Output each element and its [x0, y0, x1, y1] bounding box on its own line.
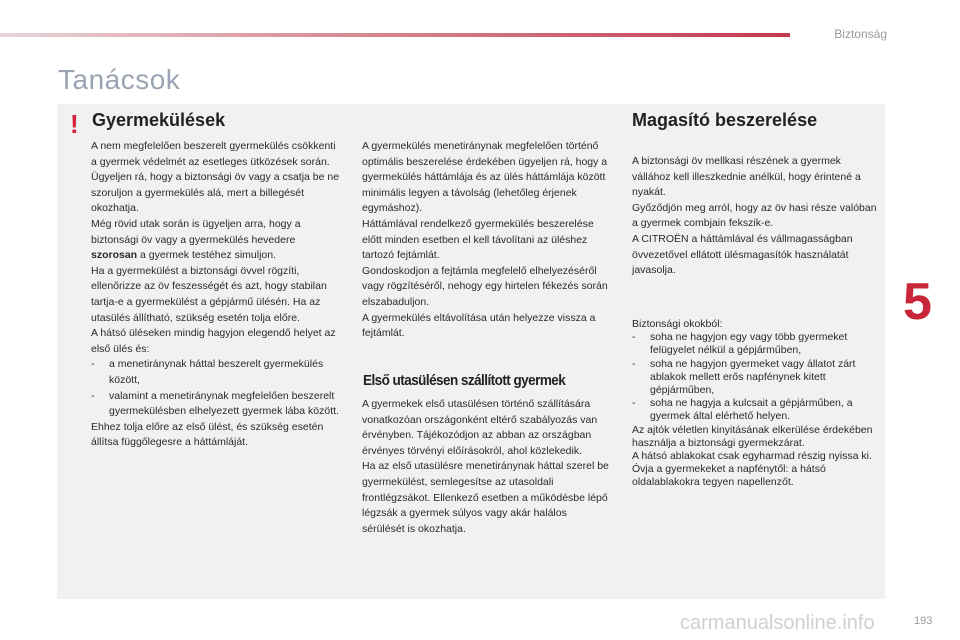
column-safety-reasons	[632, 318, 882, 490]
paragraph: Óvja a gyermekeket a napfénytől: a hátsó oldalablakokra tegyen napellenzőt.	[632, 463, 826, 489]
warning-icon: !	[70, 109, 79, 139]
column-headrest	[362, 139, 612, 342]
paragraph: Biztonsági okokból:	[632, 318, 723, 330]
paragraph: A hátsó üléseken mindig hagyjon elegendő helyet az első ülés és:	[91, 327, 336, 355]
paragraph: Ehhez tolja előre az első ülést, és szükség esetén állítsa függőlegesre a háttámláját.	[91, 420, 324, 449]
paragraph: Gondoskodjon a fejtámla megfelelő elhelyezéséről vagy rögzítéséről, nehogy egy hirtelen fékezés során elszabaduljon.	[362, 264, 608, 308]
paragraph: Ha az első utasülésre menetiránynak háttal szerel be gyermekülést, semlegesítse az utasoldali frontlégzsákot. Ellenkező esetben a működésbe lépő légzsák a gyermek súlyos vagy akár halálos sérülését is okozhatja.	[362, 460, 609, 535]
list-item: - valamint a menetiránynak megfelelően beszerelt gyermekülésben elhelyezett gyermek lába között.	[91, 389, 339, 418]
bold-emphasis: szorosan	[91, 249, 138, 262]
page-number: 193	[914, 615, 933, 627]
list-item: - soha ne hagyja a kulcsait a gépjárműben, a gyermek által elérhető helyen.	[632, 397, 853, 423]
paragraph: Ha a gyermekülést a biztonsági övvel rögzíti, ellenőrizze az öv feszességét és azt, hogy stabilan tartja-e a gyermekülést a gépjármű ülésén. Ha az utasülés állítható, szükség esetén tolja előre.	[91, 264, 327, 324]
paragraph: Még rövid utak során is ügyeljen arra, hogy a biztonsági öv vagy a gyermekülés hevedere szorosan a gyermek testéhez simuljon.	[91, 217, 301, 262]
column-booster	[632, 154, 882, 279]
watermark: carmanualsonline.info	[680, 612, 875, 634]
paragraph: Győződjön meg arról, hogy az öv hasi része valóban a gyermek combjain fekszik-e.	[632, 201, 877, 230]
section-label: Biztonság	[834, 27, 887, 41]
list-item: - soha ne hagyjon egy vagy több gyermeket felügyelet nélkül a gépjárműben,	[632, 331, 848, 357]
heading-booster-seat: Magasító beszerelése	[632, 110, 818, 130]
column-child-seats	[91, 139, 341, 451]
paragraph: A gyermekek első utasülésen történő szállítására vonatkozóan országonként eltérő szabályozás van érvényben. Tájékozódjon az abban az országban érvényes törvényi előírásokról, ahol közlekedik.	[362, 398, 598, 457]
paragraph: Ügyeljen rá, hogy a biztonsági öv vagy a csatja be ne szoruljon a gyermekülés alá, mert a billegését okozhatja.	[91, 171, 340, 215]
column-front-seat	[362, 397, 612, 537]
paragraph: Háttámlával rendelkező gyermekülés beszerelése előtt minden esetben el kell távolítani az üléshez tartozó fejtámlát.	[362, 217, 594, 262]
paragraph: A gyermekülés menetiránynak megfelelően történő optimális beszerelése érdekében ügyeljen rá, hogy a gyermekülés háttámlája és az ülés háttámlája között minimális legyen a távolság (lehetőleg érjenek egymáshoz).	[362, 140, 608, 215]
heading-child-seats: Gyermekülések	[92, 110, 226, 130]
list-item: - a menetiránynak háttal beszerelt gyermekülés között,	[91, 358, 324, 386]
page-title: Tanácsok	[58, 64, 181, 95]
paragraph: A hátsó ablakokat csak egyharmad részig nyissa ki.	[632, 450, 872, 463]
paragraph: A CITROËN a háttámlával és vállmagasságban övvezetővel ellátott ülésmagasítók használatát javasolja.	[632, 232, 853, 277]
paragraph: A gyermekülés eltávolítása után helyezze vissza a fejtámlát.	[362, 311, 596, 340]
list-item: - soha ne hagyjon gyermeket vagy állatot zárt ablakok mellett erős napfénynek kitett gépjárműben,	[632, 357, 856, 397]
paragraph: A biztonsági öv mellkasi részének a gyermek vállához kell illeszkednie anélkül, hogy érintené a nyakát.	[632, 155, 861, 199]
heading-front-seat-child: Első utasülésen szállított gyermek	[363, 372, 566, 389]
paragraph: Az ajtók véletlen kinyitásának elkerülése érdekében használja a biztonsági gyermekzárat.	[632, 423, 873, 449]
paragraph: A nem megfelelően beszerelt gyermekülés csökkenti a gyermek védelmét az esetleges ütközések során.	[91, 140, 336, 168]
header-accent-bar	[0, 33, 790, 37]
chapter-number: 5	[903, 273, 932, 331]
